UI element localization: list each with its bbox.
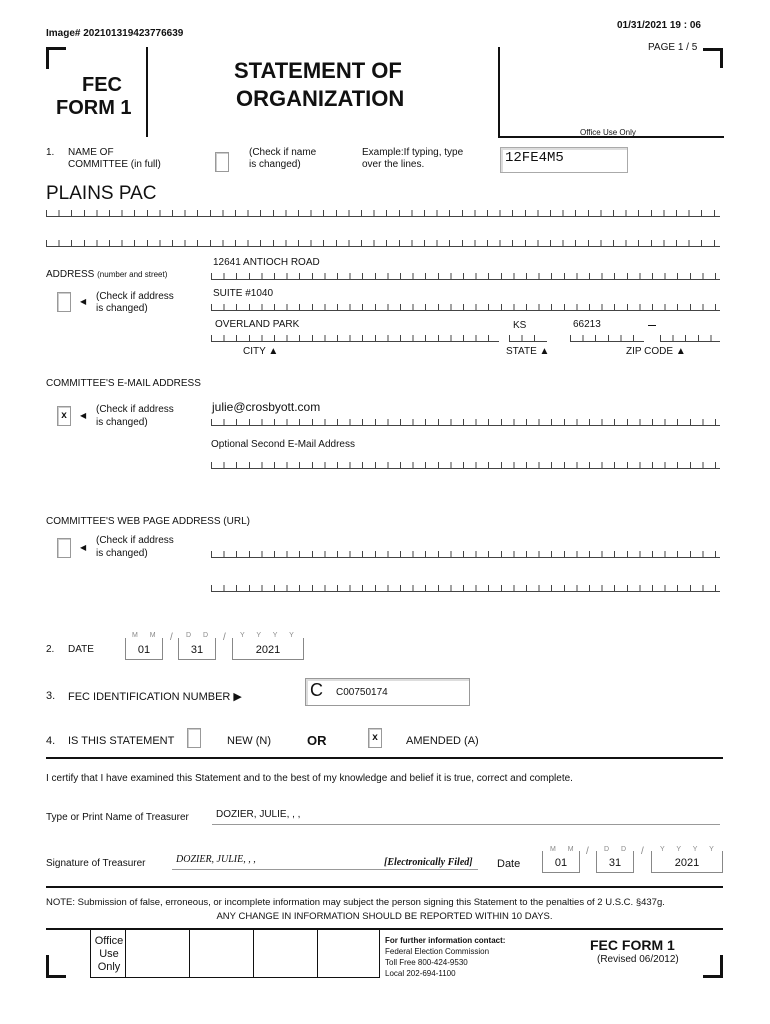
name-check-line2: is changed): [249, 159, 301, 170]
office-use-only: Office Use Only: [580, 128, 636, 137]
fec-id-prefix: C: [310, 680, 323, 700]
date-year[interactable]: 2021: [232, 638, 304, 660]
example-line1: Example:If typing, type: [362, 147, 464, 158]
e-filed-label: [Electronically Filed]: [384, 857, 473, 868]
date-slash-1: /: [170, 632, 173, 643]
signature-value[interactable]: DOZIER, JULIE, , ,: [176, 854, 256, 865]
address-check-line2: is changed): [96, 303, 148, 314]
web-field-2[interactable]: [211, 582, 720, 592]
address-label-small: (number and street): [97, 270, 168, 279]
page-number: PAGE 1 / 5: [648, 42, 698, 53]
header-divider-right: [498, 47, 500, 137]
city-label: CITY ▲: [243, 346, 279, 357]
fec-id-label: FEC IDENTIFICATION NUMBER ▶: [68, 691, 242, 703]
zip-dash: [648, 325, 656, 326]
cert-dd-label: D D: [604, 846, 632, 853]
form-name-line1: FEC: [82, 74, 122, 96]
note-line1: NOTE: Submission of false, erroneous, or incomplete information may subject the person signing this Statement to the penalties of 2 U.S.C. §437g.: [46, 897, 665, 908]
footer-form-name: FEC FORM 1: [590, 937, 675, 953]
treasurer-underline: [212, 824, 720, 825]
mm-label: M M: [132, 632, 161, 639]
web-field-1[interactable]: [211, 548, 720, 558]
treasurer-name[interactable]: DOZIER, JULIE, , ,: [216, 809, 301, 820]
city-value: OVERLAND PARK: [215, 319, 300, 330]
cert-date-year[interactable]: 2021: [651, 851, 723, 873]
section1-label-line2: COMMITTEE (in full): [68, 159, 161, 170]
second-email-label: Optional Second E-Mail Address: [211, 439, 355, 450]
note-line2: ANY CHANGE IN INFORMATION SHOULD BE REPORTED WITHIN 10 DAYS.: [216, 911, 553, 922]
email-field[interactable]: [211, 416, 720, 426]
contact-line3: Local 202-694-1100: [385, 969, 456, 978]
title-line2: ORGANIZATION: [236, 86, 405, 111]
certify-divider: [46, 886, 723, 888]
state-field[interactable]: [509, 332, 547, 342]
header-divider-left: [146, 47, 148, 137]
corner-br-h: [703, 975, 723, 978]
new-checkbox[interactable]: [187, 728, 201, 748]
address-arrow-icon: ◀: [80, 297, 87, 306]
grid-divider-3: [253, 930, 254, 978]
committee-name-field-1[interactable]: [46, 207, 720, 217]
amended-label: AMENDED (A): [406, 735, 479, 747]
section4-number: 4.: [46, 735, 56, 747]
office-use-grid: [90, 930, 380, 978]
zip4-field[interactable]: [660, 332, 720, 342]
corner-tr-v: [720, 48, 723, 68]
image-id: Image# 202101319423776639: [46, 28, 184, 39]
email-check-line2: is changed): [96, 417, 148, 428]
email-label: COMMITTEE'S E-MAIL ADDRESS: [46, 378, 201, 389]
certify-text: I certify that I have examined this Statement and to the best of my knowledge and belief it is true, correct and complete.: [46, 773, 573, 784]
corner-tl-v: [46, 47, 49, 69]
cert-date-label: Date: [497, 858, 521, 870]
datetime: 01/31/2021 19 : 06: [617, 20, 701, 31]
title-line1: STATEMENT OF: [234, 58, 402, 83]
date-slash-2: /: [223, 632, 226, 643]
example-line2: over the lines.: [362, 159, 425, 170]
signature-label: Signature of Treasurer: [46, 858, 146, 869]
form-name-line2: FORM 1: [56, 97, 132, 119]
cert-yyyy-label: Y Y Y Y: [660, 846, 719, 853]
section3-number: 3.: [46, 690, 56, 702]
zip-field[interactable]: [570, 332, 644, 342]
or-label: OR: [307, 733, 327, 748]
web-label: COMMITTEE'S WEB PAGE ADDRESS (URL): [46, 516, 250, 527]
state-label: STATE ▲: [506, 346, 550, 357]
street1-value: 12641 ANTIOCH ROAD: [213, 257, 320, 268]
amended-checkbox[interactable]: x: [368, 728, 382, 748]
signature-underline: [172, 869, 478, 870]
committee-name-field-2[interactable]: [46, 237, 720, 247]
zip-label: ZIP CODE ▲: [626, 346, 686, 357]
new-label: NEW (N): [227, 735, 271, 747]
zip-value: 66213: [573, 319, 601, 330]
cert-date-day[interactable]: 31: [596, 851, 634, 873]
email-check-line1: (Check if address: [96, 404, 174, 415]
date-day[interactable]: 31: [178, 638, 216, 660]
address-changed-checkbox[interactable]: [57, 292, 71, 312]
name-changed-checkbox[interactable]: [215, 152, 229, 172]
web-changed-checkbox[interactable]: [57, 538, 71, 558]
city-field[interactable]: [211, 332, 499, 342]
cert-mm-label: M M: [550, 846, 579, 853]
street1-field[interactable]: [211, 270, 720, 280]
section1-label-line1: NAME OF: [68, 147, 114, 158]
statement-type-label: IS THIS STATEMENT: [68, 735, 175, 747]
footer-office-line3: Only: [97, 961, 121, 973]
contact-line2: Toll Free 800-424-9530: [385, 958, 468, 967]
email-changed-checkbox[interactable]: x: [57, 406, 71, 426]
footer-revised: (Revised 06/2012): [597, 954, 679, 965]
footer-office-line2: Use: [99, 948, 119, 960]
committee-name[interactable]: PLAINS PAC: [46, 183, 157, 204]
corner-tl-h: [46, 47, 66, 50]
web-check-line1: (Check if address: [96, 535, 174, 546]
contact-line1: Federal Election Commission: [385, 947, 490, 956]
state-value: KS: [513, 320, 527, 331]
email-arrow-icon: ◀: [80, 411, 87, 420]
cert-date-slash-1: /: [586, 846, 589, 857]
date-label: DATE: [68, 644, 94, 655]
date-month[interactable]: 01: [125, 638, 163, 660]
fec-id-value: C00750174: [336, 687, 388, 698]
address-label-main: ADDRESS: [46, 269, 95, 280]
contact-title: For further information contact:: [385, 936, 506, 945]
second-email-field[interactable]: [211, 459, 720, 469]
dd-label: D D: [186, 632, 214, 639]
address-check-line1: (Check if address: [96, 291, 174, 302]
address-label: [46, 269, 167, 280]
section2-number: 2.: [46, 644, 55, 655]
cert-date-slash-2: /: [641, 846, 644, 857]
corner-bl-h: [46, 975, 66, 978]
yyyy-label: Y Y Y Y: [240, 632, 299, 639]
grid-divider-1: [125, 930, 126, 978]
street2-field[interactable]: [211, 301, 720, 311]
section4-divider: [46, 757, 723, 759]
cert-date-month[interactable]: 01: [542, 851, 580, 873]
example-code: 12FE4M5: [500, 147, 628, 173]
section1-number: 1.: [46, 147, 55, 158]
grid-divider-2: [189, 930, 190, 978]
web-arrow-icon: ◀: [80, 543, 87, 552]
name-check-line1: (Check if name: [249, 147, 317, 158]
treasurer-label: Type or Print Name of Treasurer: [46, 812, 189, 823]
street2-value: SUITE #1040: [213, 288, 274, 299]
grid-divider-4: [317, 930, 318, 978]
web-check-line2: is changed): [96, 548, 148, 559]
email-value: julie@crosbyott.com: [212, 400, 321, 414]
footer-office-line1: Office: [94, 935, 124, 947]
